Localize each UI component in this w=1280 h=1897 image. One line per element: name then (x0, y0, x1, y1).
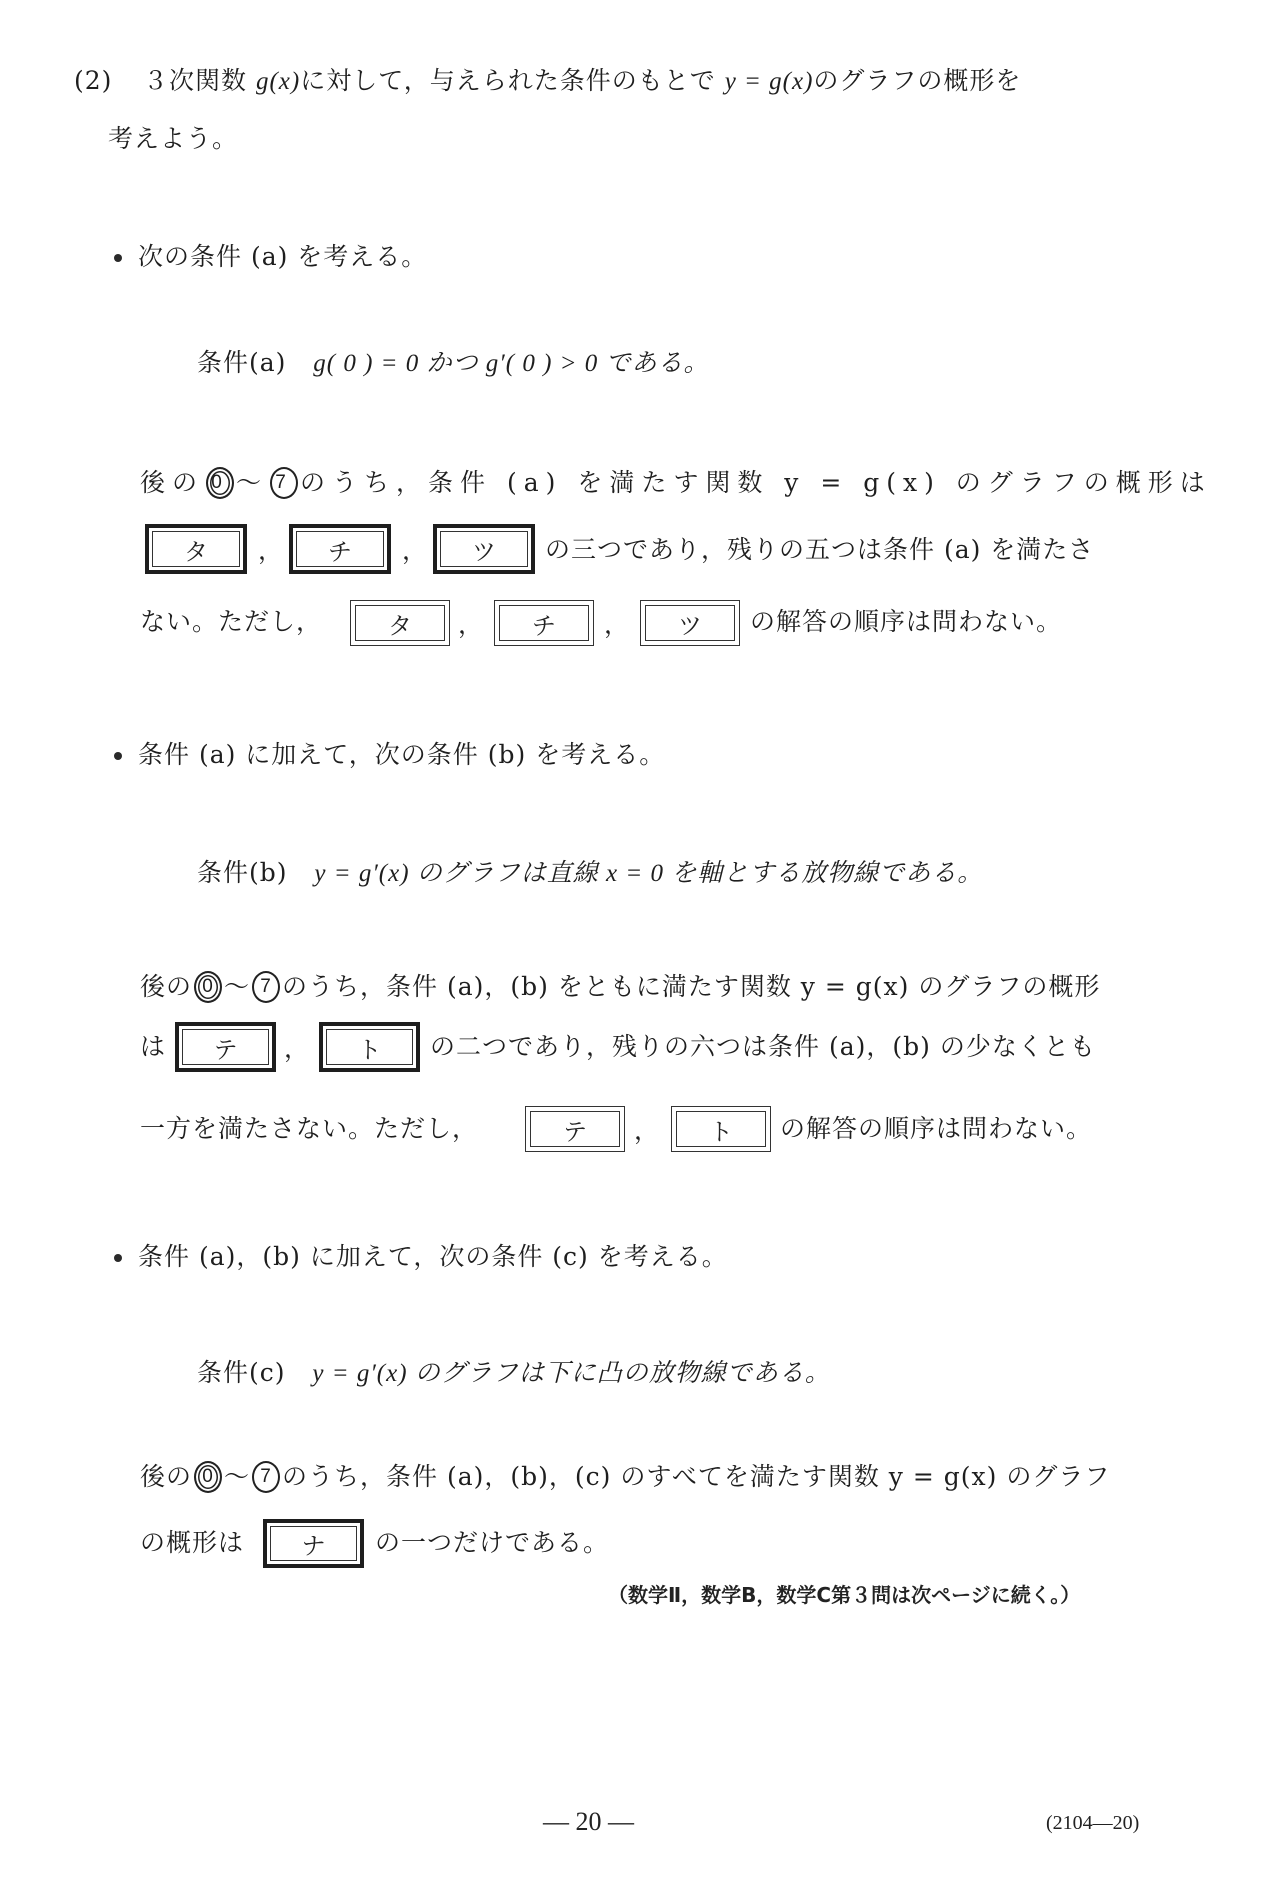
box-label: ツ (645, 605, 735, 641)
comma: ， (458, 610, 484, 639)
condition-b-label: 条件(b) (197, 858, 288, 887)
q-pre: 後の (140, 1462, 193, 1491)
answer-box-ta-ref (350, 600, 450, 646)
condition-c-statement: y = g′(x) のグラフは下に凸の放物線である。 (312, 1360, 831, 1387)
condition-c-label: 条件(c) (197, 1358, 286, 1387)
intro-math-y-eq-g: y = g(x) (724, 68, 814, 95)
section-a-question-line-2: の三つであり，残りの五つは条件 (a) を満たさ (545, 535, 1095, 564)
intro-line-2: 考えよう。 (108, 124, 239, 153)
q-pre: 後の (140, 972, 193, 1001)
choice-0-circled-icon: 0 (194, 1461, 222, 1493)
section-b-bullet-text: 条件 (a) に加えて，次の条件 (b) を考える。 (138, 740, 666, 769)
comma: ， (634, 1116, 660, 1145)
box-label: チ (499, 605, 589, 641)
answer-box-to-label: ト (326, 1029, 413, 1065)
answer-box-to[interactable] (319, 1022, 420, 1072)
box-label: ト (676, 1111, 766, 1147)
choice-7-circled-icon: 7 (270, 467, 298, 499)
section-c-bullet-text: 条件 (a)，(b) に加えて，次の条件 (c) を考える。 (138, 1242, 728, 1271)
answer-box-ta[interactable] (145, 524, 247, 574)
section-c-question-line-2-pre: の概形は (140, 1528, 245, 1557)
condition-a (197, 346, 710, 381)
condition-b (197, 856, 983, 891)
answer-box-tsu-ref (640, 600, 740, 646)
section-a-question-line-1 (140, 466, 1212, 501)
problem-number: (2) (74, 66, 113, 95)
condition-a-label: 条件(a) (197, 348, 287, 377)
intro-text-e: のグラフの概形を (813, 66, 1022, 95)
box-label: タ (355, 605, 445, 641)
choice-7-circled-icon: 7 (252, 971, 280, 1003)
box-label: テ (530, 1111, 620, 1147)
answer-box-chi[interactable] (289, 524, 391, 574)
q-pre: 後の (140, 468, 205, 497)
tilde: ～ (224, 972, 251, 1001)
bullet-icon (114, 1254, 122, 1262)
comma: ， (402, 536, 428, 565)
answer-box-tsu[interactable] (433, 524, 535, 574)
q-post: のうち，条件 (a)，(b)，(c) のすべてを満たす関数 y = g(x) のグラフ (282, 1462, 1111, 1491)
q-post: のうち，条件 (a) を満たす関数 y = g(x) のグラフの概形は (300, 468, 1212, 497)
comma: ， (258, 536, 284, 565)
condition-c (197, 1356, 831, 1391)
section-a-bullet-text: 次の条件 (a) を考える。 (138, 242, 428, 271)
condition-b-statement: y = g′(x) のグラフは直線 x = 0 を軸とする放物線である。 (314, 860, 984, 887)
section-b-question-line-3-post: の解答の順序は問わない。 (780, 1114, 1093, 1143)
page-code: (2104—20) (1046, 1812, 1140, 1834)
section-b-question-line-2: の二つであり，残りの六つは条件 (a)，(b) の少なくとも (430, 1032, 1096, 1061)
answer-box-chi-ref (494, 600, 594, 646)
answer-box-to-ref (671, 1106, 771, 1152)
tilde: ～ (236, 468, 269, 497)
answer-box-chi-label: チ (296, 531, 384, 567)
answer-box-ta-label: タ (152, 531, 240, 567)
intro-math-g-of-x: g(x) (255, 68, 301, 95)
intro-line-1 (143, 64, 1021, 99)
section-c-question-line-2: の一つだけである。 (375, 1528, 610, 1557)
choice-0-circled-icon: 0 (206, 467, 234, 499)
answer-box-na-label: ナ (270, 1526, 357, 1561)
choice-0-circled-icon: 0 (194, 971, 222, 1003)
section-b-question-line-1 (140, 970, 1100, 1005)
page-number: — 20 — (543, 1807, 634, 1836)
answer-box-te[interactable] (175, 1022, 276, 1072)
section-b-question-line-2-pre: は (140, 1032, 167, 1061)
q-post: のうち，条件 (a)，(b) をともに満たす関数 y = g(x) のグラフの概形 (282, 972, 1101, 1001)
tilde: ～ (224, 1462, 251, 1491)
intro-text-a: ３次関数 (143, 66, 248, 95)
answer-box-tsu-label: ツ (440, 531, 528, 567)
bullet-icon (114, 752, 122, 760)
intro-text-c: に対して，与えられた条件のもとで (300, 66, 716, 95)
section-b-question-line-3: 一方を満たさない。ただし， (140, 1114, 479, 1143)
section-a-question-line-3-post: の解答の順序は問わない。 (750, 607, 1063, 636)
continued-note: （数学Ⅱ，数学B，数学C第３問は次ページに続く。） (608, 1583, 1081, 1607)
comma: ， (284, 1034, 310, 1063)
condition-a-statement: g( 0 ) = 0 かつ g′( 0 ) > 0 である。 (313, 350, 710, 377)
bullet-icon (114, 254, 122, 262)
choice-7-circled-icon: 7 (252, 1461, 280, 1493)
section-c-question-line-1 (140, 1460, 1110, 1495)
answer-box-na[interactable] (263, 1519, 364, 1568)
answer-box-te-label: テ (182, 1029, 269, 1065)
comma: ， (604, 610, 630, 639)
answer-box-te-ref (525, 1106, 625, 1152)
section-a-question-line-3: ない。ただし， (140, 607, 323, 636)
